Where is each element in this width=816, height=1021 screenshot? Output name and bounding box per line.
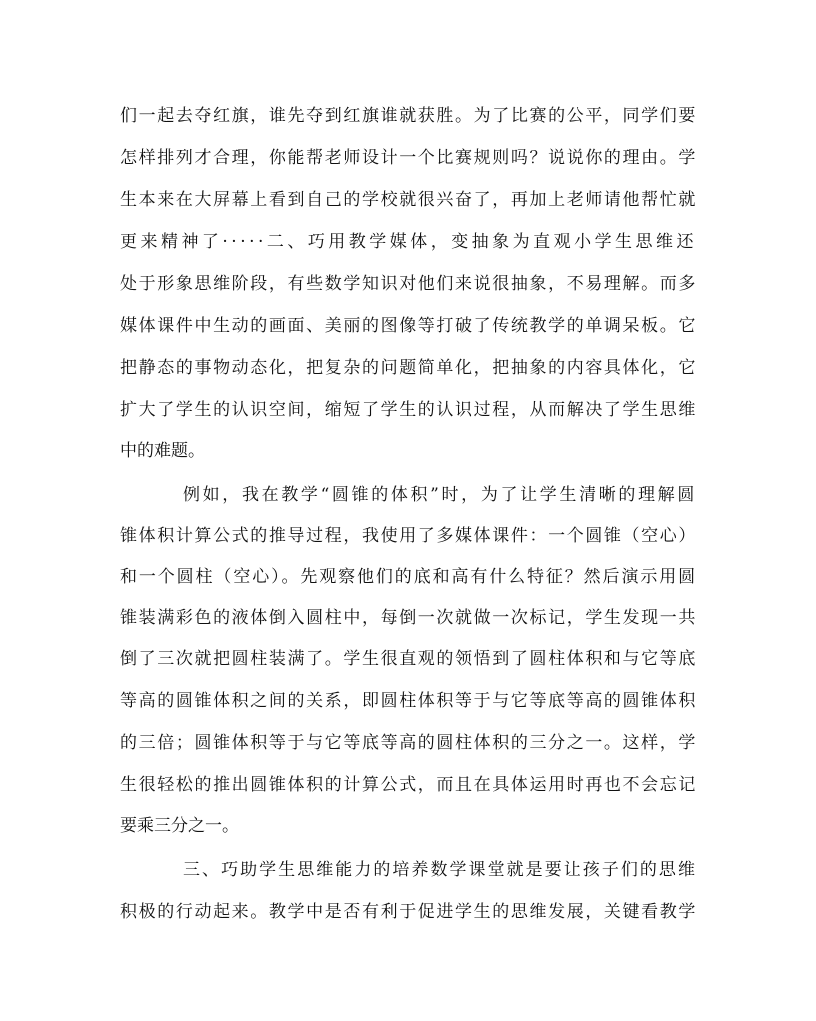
line-text: 处于形象思维阶段，有些数学知识对他们来说很抽象，不易理解。而多 [120, 274, 698, 294]
line-text: 要乘三分之一。 [120, 816, 239, 836]
line-text: 媒体课件中生动的画面、美丽的图像等打破了传统教学的单调呆板。它 [120, 316, 698, 336]
text-line [0, 312, 816, 340]
text-line [0, 563, 816, 591]
text-line [0, 481, 816, 509]
text-line [0, 270, 816, 298]
line-text: 锥装满彩色的液体倒入圆柱中，每倒一次就做一次标记，学生发现一共 [120, 608, 698, 628]
text-line [0, 604, 816, 632]
line-text: 和一个圆柱（空心）。先观察他们的底和高有什么特征？然后演示用圆 [120, 567, 697, 587]
line-text: 生本来在大屏幕上看到自己的学校就很兴奋了，再加上老师请他帮忙就 [120, 190, 698, 210]
line-text: 中的难题。 [120, 441, 205, 461]
line-text: 锥体积计算公式的推导过程，我使用了多媒体课件：一个圆锥（空心） [120, 526, 698, 546]
text-line [0, 812, 816, 840]
text-line [0, 729, 816, 757]
line-text: 们一起去夺红旗，谁先夺到红旗谁就获胜。为了比赛的公平，同学们要 [120, 106, 698, 126]
text-line [0, 856, 816, 884]
line-text: 更来精神了·····二、巧用教学媒体，变抽象为直观小学生思维还 [120, 232, 697, 252]
text-line [0, 102, 816, 130]
line-text: 积极的行动起来。教学中是否有利于促进学生的思维发展，关键看教学 [120, 902, 698, 922]
text-line [0, 645, 816, 673]
text-line [0, 354, 816, 382]
text-line [0, 687, 816, 715]
line-text: 倒了三次就把圆柱装满了。学生很直观的领悟到了圆柱体积和与它等底 [120, 649, 698, 669]
text-line [0, 898, 816, 926]
line-text: 生很轻松的推出圆锥体积的计算公式，而且在具体运用时再也不会忘记 [120, 775, 698, 795]
text-line [0, 771, 816, 799]
text-line [0, 144, 816, 172]
line-text: 的三倍；圆锥体积等于与它等底等高的圆柱体积的三分之一。这样，学 [120, 733, 698, 753]
text-line [0, 522, 816, 550]
line-text: 扩大了学生的认识空间，缩短了学生的认识过程，从而解决了学生思维 [120, 400, 698, 420]
line-text: 怎样排列才合理，你能帮老师设计一个比赛规则吗？说说你的理由。学 [120, 148, 698, 168]
text-line [0, 186, 816, 214]
line-text: 等高的圆锥体积之间的关系，即圆柱体积等于与它等底等高的圆锥体积 [120, 691, 698, 711]
line-text: 例如，我在教学“圆锥的体积”时，为了让学生清晰的理解圆 [183, 485, 697, 505]
line-text: 把静态的事物动态化，把复杂的问题简单化，把抽象的内容具体化，它 [120, 358, 698, 378]
text-line [0, 396, 816, 424]
text-line [0, 437, 816, 465]
text-line [0, 228, 816, 256]
line-text: 三、巧助学生思维能力的培养数学课堂就是要让孩子们的思维 [183, 860, 697, 880]
